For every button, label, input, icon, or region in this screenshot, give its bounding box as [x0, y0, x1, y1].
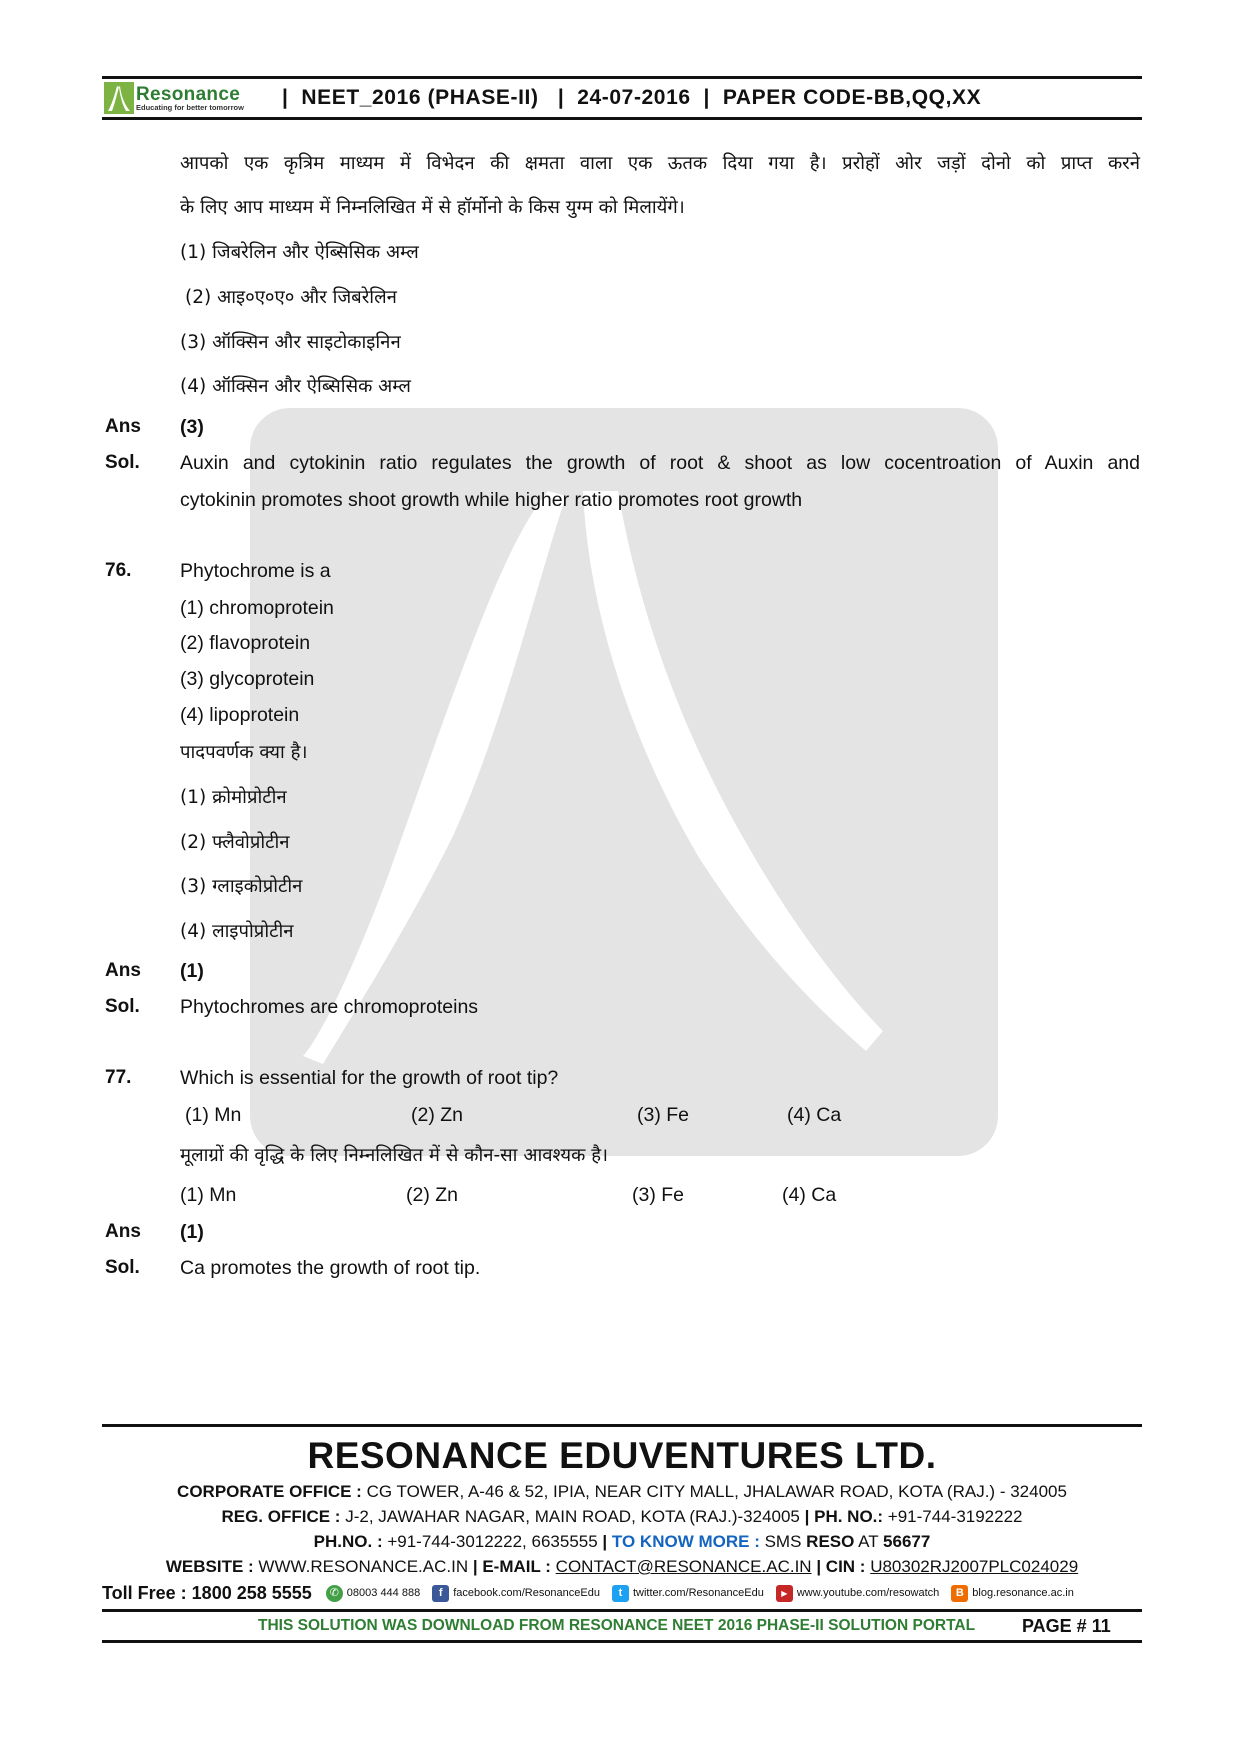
reg-address: J-2, JAWAHAR NAGAR, MAIN ROAD, KOTA (RAJ.)-324005 — [345, 1507, 800, 1526]
cin-label: CIN : — [825, 1557, 866, 1576]
know-more-label: TO KNOW MORE : — [611, 1532, 760, 1551]
corp-label: CORPORATE OFFICE : — [177, 1482, 362, 1501]
footer-bottom-bar — [102, 1609, 1142, 1643]
q77-number: 77. — [105, 1067, 132, 1088]
q76-question-hi: पादपवर्णक क्या है। — [180, 742, 308, 763]
q77-options-en-row — [105, 1104, 1145, 1142]
twitter-link[interactable]: t twitter.com/ResonanceEdu — [612, 1585, 764, 1602]
page-footer — [102, 1424, 1142, 1636]
facebook-link[interactable]: f facebook.com/ResonanceEdu — [432, 1585, 600, 1602]
q77-solution: Ca promotes the growth of root tip. — [180, 1257, 481, 1279]
social-links — [102, 1582, 1142, 1604]
q77-option-en-1: (1) Mn — [185, 1104, 242, 1126]
q75-hindi-line1-row — [105, 150, 1145, 194]
q76-solution: Phytochromes are chromoproteins — [180, 996, 479, 1018]
question-content — [105, 150, 1145, 1293]
page-header — [102, 76, 1142, 120]
reg-phone: +91-744-3192222 — [887, 1507, 1023, 1526]
q76-option-hi-1-row — [105, 784, 1145, 829]
q76-number: 76. — [105, 560, 132, 581]
twitter-icon: t — [612, 1585, 629, 1602]
q76-answer-row — [105, 960, 1145, 996]
q77-option-en-3: (3) Fe — [637, 1104, 690, 1126]
q76-solution-row — [105, 996, 1145, 1067]
q75-option-3: (3) ऑक्सिन और साइटोकाइनिन — [180, 332, 401, 353]
sms-at: AT — [858, 1532, 879, 1551]
logo-tagline: Educating for better tomorrow — [136, 102, 244, 112]
website-link[interactable]: WWW.RESONANCE.AC.IN — [258, 1557, 469, 1576]
q76-option-hi-2: (2) फ्लैवोप्रोटीन — [180, 832, 290, 853]
q77-options-hi — [180, 1184, 902, 1221]
q75-hindi-line1: आपको एक कृत्रिम माध्यम में विभेदन की क्षमता वाला एक ऊतक दिया गया है। प्ररोहों ओर जड़ों दोनो को प्राप्त करने — [180, 153, 1140, 174]
q77-sol-label: Sol. — [105, 1257, 140, 1278]
q77-question: Which is essential for the growth of root tip? — [180, 1067, 559, 1089]
q77-answer: (1) — [180, 1221, 204, 1243]
q75-answer-row — [105, 416, 1145, 452]
q75-hindi-line2: के लिए आप माध्यम में निम्नलिखित में से हॉर्मोनो के किस युग्म को मिलायेंगे। — [180, 197, 685, 218]
sms-keyword: RESO — [806, 1532, 855, 1551]
q76-option-en-2-row — [105, 632, 1145, 668]
q77-question-hi: मूलाग्रों की वृद्धि के लिए निम्नलिखित में से कौन-सा आवश्यक है। — [180, 1145, 609, 1166]
q76-option-en-1-row — [105, 597, 1145, 632]
q76-question: Phytochrome is a — [180, 560, 331, 582]
phone-line: PH.NO. : +91-744-3012222, 6635555 | TO KNOW MORE : SMS RESO AT 56677 — [313, 1532, 931, 1551]
q76-question-row — [105, 560, 1145, 597]
resonance-logo — [104, 80, 274, 116]
sms-text: SMS — [764, 1532, 802, 1551]
q75-option-4-row — [105, 373, 1145, 416]
header-title: | NEET_2016 (PHASE-II) | 24-07-2016 | PAPER CODE-BB,QQ,XX — [282, 86, 982, 109]
q77-option-hi-4: (4) Ca — [782, 1184, 837, 1206]
website-line: WEBSITE : WWW.RESONANCE.AC.IN | E-MAIL : CONTACT@RESONANCE.AC.IN | CIN : U80302RJ2007PLC024029 — [165, 1557, 1079, 1576]
q77-options-en — [180, 1104, 907, 1142]
toll-free-number: Toll Free : 1800 258 5555 — [102, 1582, 312, 1603]
q75-solution-line2: cytokinin promotes shoot growth while higher ratio promotes root growth — [180, 489, 803, 511]
website-label: WEBSITE : — [165, 1557, 254, 1576]
q77-option-hi-2: (2) Zn — [406, 1184, 459, 1206]
whatsapp-link[interactable]: ✆ 08003 444 888 — [326, 1585, 420, 1602]
q75-solution-row-2 — [105, 489, 1145, 560]
q75-option-1-row — [105, 239, 1145, 284]
q76-option-en-3: (3) glycoprotein — [180, 668, 315, 690]
q76-option-en-3-row — [105, 668, 1145, 704]
blogger-icon: B — [951, 1585, 968, 1602]
cin-number: U80302RJ2007PLC024029 — [870, 1557, 1079, 1576]
blog-link[interactable]: B blog.resonance.ac.in — [951, 1585, 1074, 1602]
q76-option-en-4: (4) lipoprotein — [180, 704, 300, 726]
email-link[interactable]: CONTACT@RESONANCE.AC.IN — [555, 1557, 812, 1576]
logo-name: Resonance — [136, 83, 241, 105]
q77-question-row — [105, 1067, 1145, 1104]
sms-number: 56677 — [883, 1532, 931, 1551]
q76-answer: (1) — [180, 960, 204, 982]
page-number: PAGE # 11 — [1022, 1615, 1111, 1636]
whatsapp-icon: ✆ — [326, 1585, 343, 1602]
q76-option-hi-3-row — [105, 873, 1145, 918]
q76-question-hi-row — [105, 739, 1145, 784]
q75-option-4: (4) ऑक्सिन और ऐब्सिसिक अम्ल — [180, 376, 411, 397]
q76-option-hi-3: (3) ग्लाइकोप्रोटीन — [180, 876, 303, 897]
q76-option-en-1: (1) chromoprotein — [180, 597, 334, 619]
q77-option-hi-3: (3) Fe — [632, 1184, 685, 1206]
corp-address: CG TOWER, A-46 & 52, IPIA, NEAR CITY MALL, JHALAWAR ROAD, KOTA (RAJ.) - 324005 — [366, 1482, 1067, 1501]
resonance-logo-icon — [104, 82, 134, 114]
portal-notice: THIS SOLUTION WAS DOWNLOAD FROM RESONANCE NEET 2016 PHASE-II SOLUTION PORTAL — [258, 1617, 976, 1634]
youtube-icon: ▶ — [776, 1585, 793, 1602]
corporate-office-line — [102, 1479, 1142, 1504]
q76-option-hi-1: (1) क्रोमोप्रोटीन — [180, 787, 287, 808]
q75-option-3-row — [105, 329, 1145, 373]
q75-answer: (3) — [180, 416, 204, 438]
q75-ans-label: Ans — [105, 416, 141, 437]
q77-option-en-4: (4) Ca — [787, 1104, 842, 1126]
reg-phone-label: PH. NO.: — [814, 1507, 884, 1526]
q75-solution-row — [105, 452, 1145, 489]
company-name: RESONANCE EDUVENTURES LTD. — [307, 1435, 937, 1476]
q76-option-hi-4-row — [105, 918, 1145, 960]
q77-solution-row — [105, 1257, 1145, 1293]
q75-option-2-row — [105, 284, 1145, 329]
reg-label: REG. OFFICE : — [221, 1507, 341, 1526]
q75-hindi-line2-row — [105, 194, 1145, 239]
q75-option-2: (2) आइ०ए०ए० और जिबरेलिन — [185, 287, 397, 308]
q75-option-1: (1) जिबरेलिन और ऐब्सिसिक अम्ल — [180, 242, 419, 263]
q77-question-hi-row — [105, 1142, 1145, 1184]
youtube-link[interactable]: ▶ www.youtube.com/resowatch — [776, 1585, 939, 1602]
q77-option-hi-1: (1) Mn — [180, 1184, 237, 1206]
q76-ans-label: Ans — [105, 960, 141, 981]
q76-option-en-4-row — [105, 704, 1145, 739]
q77-option-en-2: (2) Zn — [411, 1104, 464, 1126]
q76-option-hi-2-row — [105, 829, 1145, 873]
q77-ans-label: Ans — [105, 1221, 141, 1242]
q75-sol-label: Sol. — [105, 452, 140, 473]
reg-office-line: REG. OFFICE : J-2, JAWAHAR NAGAR, MAIN ROAD, KOTA (RAJ.)-324005 | PH. NO.: +91-744-3192222 — [221, 1507, 1023, 1526]
q76-option-en-2: (2) flavoprotein — [180, 632, 311, 654]
email-label: E-MAIL : — [482, 1557, 551, 1576]
facebook-icon: f — [432, 1585, 449, 1602]
q77-answer-row — [105, 1221, 1145, 1257]
q77-options-hi-row — [105, 1184, 1145, 1221]
phone-label: PH.NO. : — [313, 1532, 383, 1551]
q76-sol-label: Sol. — [105, 996, 140, 1017]
q76-option-hi-4: (4) लाइपोप्रोटीन — [180, 921, 294, 942]
phone-numbers: +91-744-3012222, 6635555 — [387, 1532, 598, 1551]
q75-solution-line1: Auxin and cytokinin ratio regulates the growth of root & shoot as low cocentroation of Auxin and — [180, 452, 1140, 474]
